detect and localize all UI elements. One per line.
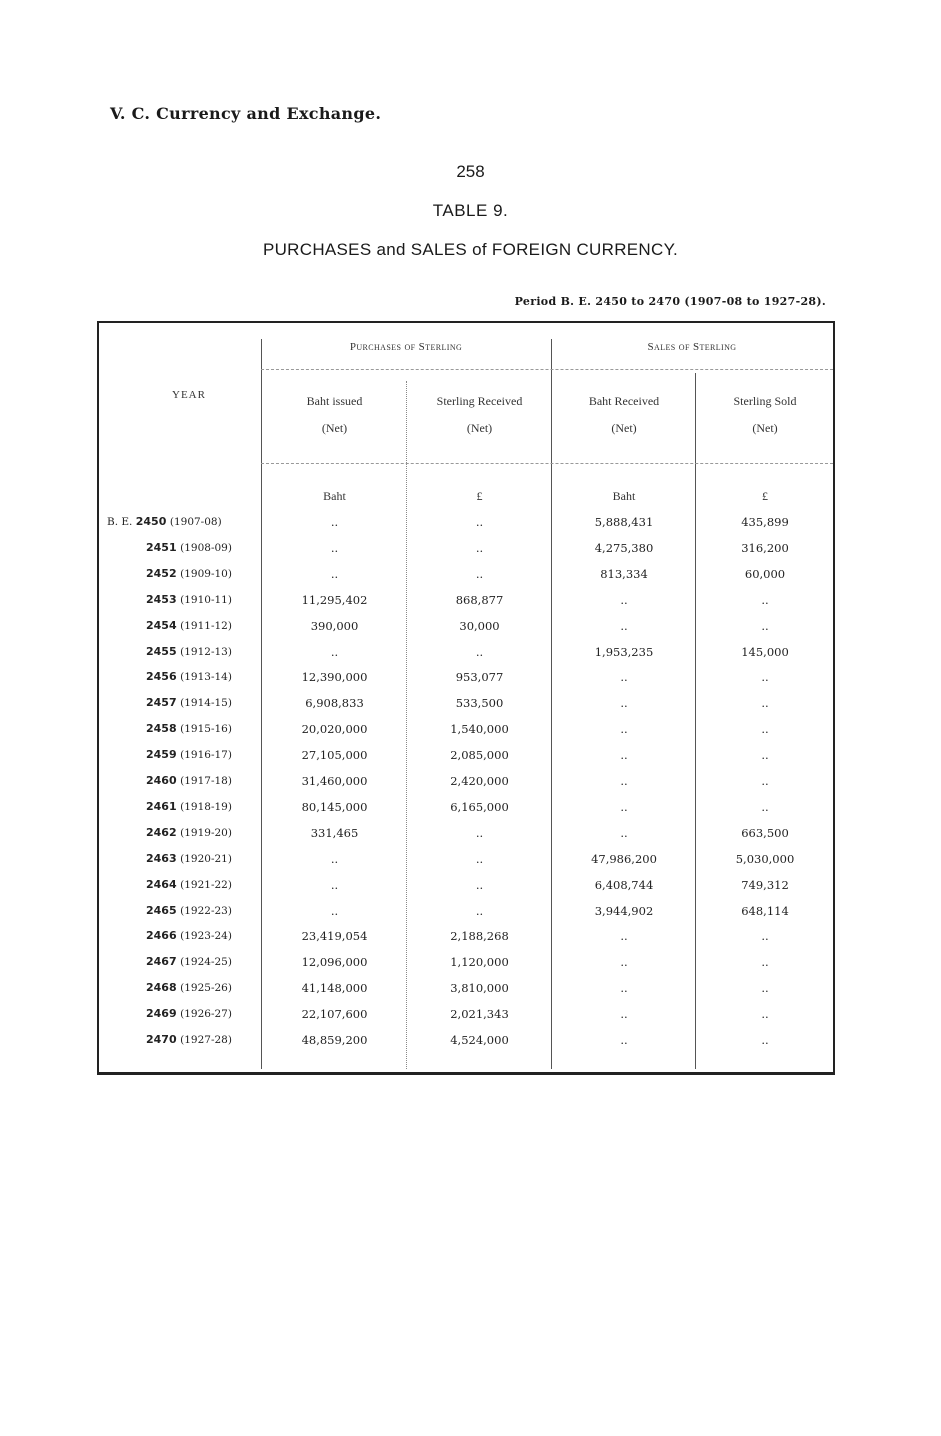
table-cell: 6,908,833 xyxy=(305,696,364,711)
be-year: 2461 xyxy=(146,799,177,813)
ce-year: (1919-20) xyxy=(180,826,232,839)
ce-year: (1909-10) xyxy=(180,567,232,580)
table-cell: .. xyxy=(620,929,628,944)
table-cell: 1,540,000 xyxy=(450,722,509,737)
table-cell: .. xyxy=(330,851,339,866)
table-cell: 813,334 xyxy=(600,566,648,581)
table-cell: 2,420,000 xyxy=(450,774,509,788)
be-year: 2455 xyxy=(146,644,177,658)
table-cell: 6,408,744 xyxy=(594,877,654,892)
column-divider xyxy=(406,381,407,1069)
table-cell: .. xyxy=(761,722,769,737)
year-cell xyxy=(146,929,232,942)
column-unit: £ xyxy=(476,489,483,503)
ce-year: (1927-28) xyxy=(180,1034,232,1046)
table-cell: .. xyxy=(475,903,484,918)
table-cell: 2,085,000 xyxy=(450,748,509,763)
table-cell: .. xyxy=(761,748,769,763)
table-cell: 6,165,000 xyxy=(450,799,509,814)
be-year: 2456 xyxy=(146,670,177,684)
be-year: 2463 xyxy=(146,851,177,865)
page-number: 258 xyxy=(456,162,485,181)
year-cell xyxy=(146,541,232,554)
table-cell: .. xyxy=(761,955,769,970)
ce-year: (1921-22) xyxy=(180,878,232,891)
table-cell: .. xyxy=(620,670,628,685)
column-header: Baht Received xyxy=(588,394,660,408)
table-cell: .. xyxy=(475,644,484,659)
be-year: 2468 xyxy=(146,981,177,995)
table-cell: .. xyxy=(620,748,628,763)
table-title: PURCHASES and SALES of FOREIGN CURRENCY. xyxy=(262,240,679,259)
table-cell: .. xyxy=(620,1033,628,1047)
column-unit: Baht xyxy=(323,489,346,503)
ce-year: (1924-25) xyxy=(180,956,232,969)
table-cell: 12,390,000 xyxy=(301,670,368,685)
purchases-group-header: Purchases of Sterling xyxy=(349,341,463,353)
table-cell: 23,419,054 xyxy=(301,929,368,944)
table-number: TABLE 9. xyxy=(432,201,509,220)
table-cell: 48,859,200 xyxy=(301,1033,368,1047)
year-cell xyxy=(146,981,232,994)
year-cell xyxy=(146,670,232,683)
column-divider xyxy=(551,339,552,1069)
be-year: 2451 xyxy=(146,540,177,554)
table-cell: 390,000 xyxy=(310,618,359,633)
column-header: Sterling Received xyxy=(436,394,523,408)
ce-year: (1926-27) xyxy=(180,1008,232,1021)
ce-year: (1914-15) xyxy=(180,697,232,710)
ce-year: (1916-17) xyxy=(180,749,232,762)
year-cell xyxy=(146,852,232,865)
table-cell: 663,500 xyxy=(741,825,789,840)
data-table xyxy=(97,321,835,1075)
table-cell: 20,020,000 xyxy=(301,722,368,737)
be-year: 2459 xyxy=(146,748,177,762)
table-cell: .. xyxy=(620,799,628,814)
table-cell: 12,096,000 xyxy=(301,955,368,970)
ce-year: (1912-13) xyxy=(180,645,232,658)
period-line: Period B. E. 2450 to 2470 (1907-08 to 1927-28). xyxy=(514,295,826,308)
column-divider xyxy=(695,373,696,1069)
table-cell: 31,460,000 xyxy=(301,774,368,788)
table-cell: .. xyxy=(330,515,339,529)
column-subheader: (Net) xyxy=(321,421,348,435)
year-cell xyxy=(146,696,232,709)
year-cell xyxy=(146,722,232,735)
table-cell: 3,944,902 xyxy=(594,903,654,918)
table-cell: .. xyxy=(761,1033,769,1047)
table-cell: 4,275,380 xyxy=(594,540,654,555)
be-year: 2460 xyxy=(146,774,177,787)
table-cell: 1,120,000 xyxy=(450,955,509,970)
table-cell: .. xyxy=(330,644,339,659)
ce-year: (1907-08) xyxy=(169,516,222,528)
column-unit: Baht xyxy=(612,489,636,503)
table-cell: 11,295,402 xyxy=(301,592,368,607)
table-cell: 1,953,235 xyxy=(594,644,654,659)
table-cell: .. xyxy=(761,799,769,814)
year-cell xyxy=(146,904,232,917)
column-subheader: (Net) xyxy=(752,421,778,435)
table-cell: 868,877 xyxy=(455,592,504,607)
be-year: 2454 xyxy=(146,618,177,632)
column-header: Sterling Sold xyxy=(733,394,797,408)
table-cell: .. xyxy=(330,566,339,581)
table-cell: 60,000 xyxy=(744,566,786,581)
table-cell: 648,114 xyxy=(741,903,789,918)
table-cell: 749,312 xyxy=(741,877,789,892)
table-cell: .. xyxy=(761,670,769,685)
ce-year: (1922-23) xyxy=(180,904,232,917)
be-year: 2464 xyxy=(146,877,177,891)
be-year: 2458 xyxy=(146,722,177,736)
table-cell: .. xyxy=(620,696,628,711)
table-cell: .. xyxy=(330,540,339,555)
section-heading: V. C. Currency and Exchange. xyxy=(110,104,382,123)
table-cell: .. xyxy=(620,592,628,607)
table-cell: 953,077 xyxy=(455,670,504,685)
table-cell: 47,986,200 xyxy=(591,851,657,866)
ce-year: (1910-11) xyxy=(180,593,232,606)
table-cell: .. xyxy=(761,774,769,788)
year-cell xyxy=(146,593,232,606)
table-cell: .. xyxy=(761,929,769,944)
table-cell: 4,524,000 xyxy=(450,1033,509,1047)
be-year: 2470 xyxy=(146,1033,177,1046)
ce-year: (1918-19) xyxy=(180,800,232,813)
table-cell: .. xyxy=(761,592,769,607)
table-cell: 331,465 xyxy=(310,825,359,840)
ce-year: (1915-16) xyxy=(180,723,232,736)
ce-year: (1923-24) xyxy=(180,930,232,943)
sales-group-header: Sales of Sterling xyxy=(647,341,737,353)
ce-year: (1920-21) xyxy=(180,852,232,865)
ce-year: (1925-26) xyxy=(180,982,232,995)
table-cell: .. xyxy=(475,851,484,866)
table-cell: .. xyxy=(475,877,484,892)
table-cell: 5,030,000 xyxy=(735,851,795,866)
ce-year: (1913-14) xyxy=(180,671,232,684)
table-cell: .. xyxy=(620,618,628,633)
year-cell xyxy=(146,955,232,968)
year-cell xyxy=(146,748,232,761)
table-cell: .. xyxy=(761,696,769,711)
table-cell: 145,000 xyxy=(741,644,789,659)
table-cell: .. xyxy=(475,825,484,840)
table-cell: 27,105,000 xyxy=(301,748,368,763)
year-cell xyxy=(146,1033,232,1046)
column-unit: £ xyxy=(762,489,768,503)
table-cell: .. xyxy=(620,774,628,788)
header-rule xyxy=(261,463,833,464)
year-cell xyxy=(146,774,232,787)
table-cell: 2,188,268 xyxy=(450,929,509,944)
ce-year: (1917-18) xyxy=(180,775,232,787)
be-year: 2467 xyxy=(146,955,177,969)
be-year: 2450 xyxy=(135,515,167,528)
table-cell: .. xyxy=(620,825,628,840)
year-cell xyxy=(146,645,232,658)
table-cell: .. xyxy=(761,618,769,633)
column-header: Baht issued xyxy=(306,394,363,408)
year-cell xyxy=(146,567,232,580)
table-cell: .. xyxy=(620,1007,628,1022)
table-cell: .. xyxy=(761,981,769,996)
column-subheader: (Net) xyxy=(466,421,493,435)
year-cell xyxy=(146,878,232,891)
be-year: 2469 xyxy=(146,1007,177,1021)
be-year: 2453 xyxy=(146,592,177,606)
column-divider xyxy=(261,339,262,1069)
be-year: 2462 xyxy=(146,825,177,839)
table-cell: 5,888,431 xyxy=(594,515,654,529)
column-subheader: (Net) xyxy=(611,421,637,435)
table-cell: .. xyxy=(761,1007,769,1022)
table-cell: .. xyxy=(475,566,484,581)
table-cell: 435,899 xyxy=(741,515,789,529)
table-cell: 22,107,600 xyxy=(301,1007,368,1022)
be-year: 2466 xyxy=(146,929,177,943)
table-cell: 30,000 xyxy=(459,618,500,633)
table-cell: 2,021,343 xyxy=(450,1007,509,1022)
table-cell: 316,200 xyxy=(741,540,789,555)
year-cell xyxy=(146,826,232,839)
table-cell: .. xyxy=(620,722,628,737)
year-prefix: B. E. xyxy=(107,516,136,528)
header-rule xyxy=(261,369,833,370)
be-year: 2452 xyxy=(146,566,177,580)
table-cell: 80,145,000 xyxy=(301,799,368,814)
table-cell: .. xyxy=(620,981,628,996)
table-cell: .. xyxy=(330,877,339,892)
year-cell xyxy=(107,515,222,528)
table-cell: 41,148,000 xyxy=(301,981,368,996)
year-cell xyxy=(146,619,232,632)
table-cell: .. xyxy=(475,515,484,529)
table-cell: .. xyxy=(620,955,628,970)
table-cell: .. xyxy=(475,540,484,555)
ce-year: (1911-12) xyxy=(180,619,232,632)
be-year: 2465 xyxy=(146,903,177,917)
ce-year: (1908-09) xyxy=(180,541,232,554)
year-cell xyxy=(146,800,232,813)
table-cell: .. xyxy=(330,903,339,918)
table-cell: 533,500 xyxy=(455,696,504,711)
be-year: 2457 xyxy=(146,696,177,710)
year-header: YEAR xyxy=(172,389,206,401)
table-cell: 3,810,000 xyxy=(450,981,509,996)
year-cell xyxy=(146,1007,232,1020)
